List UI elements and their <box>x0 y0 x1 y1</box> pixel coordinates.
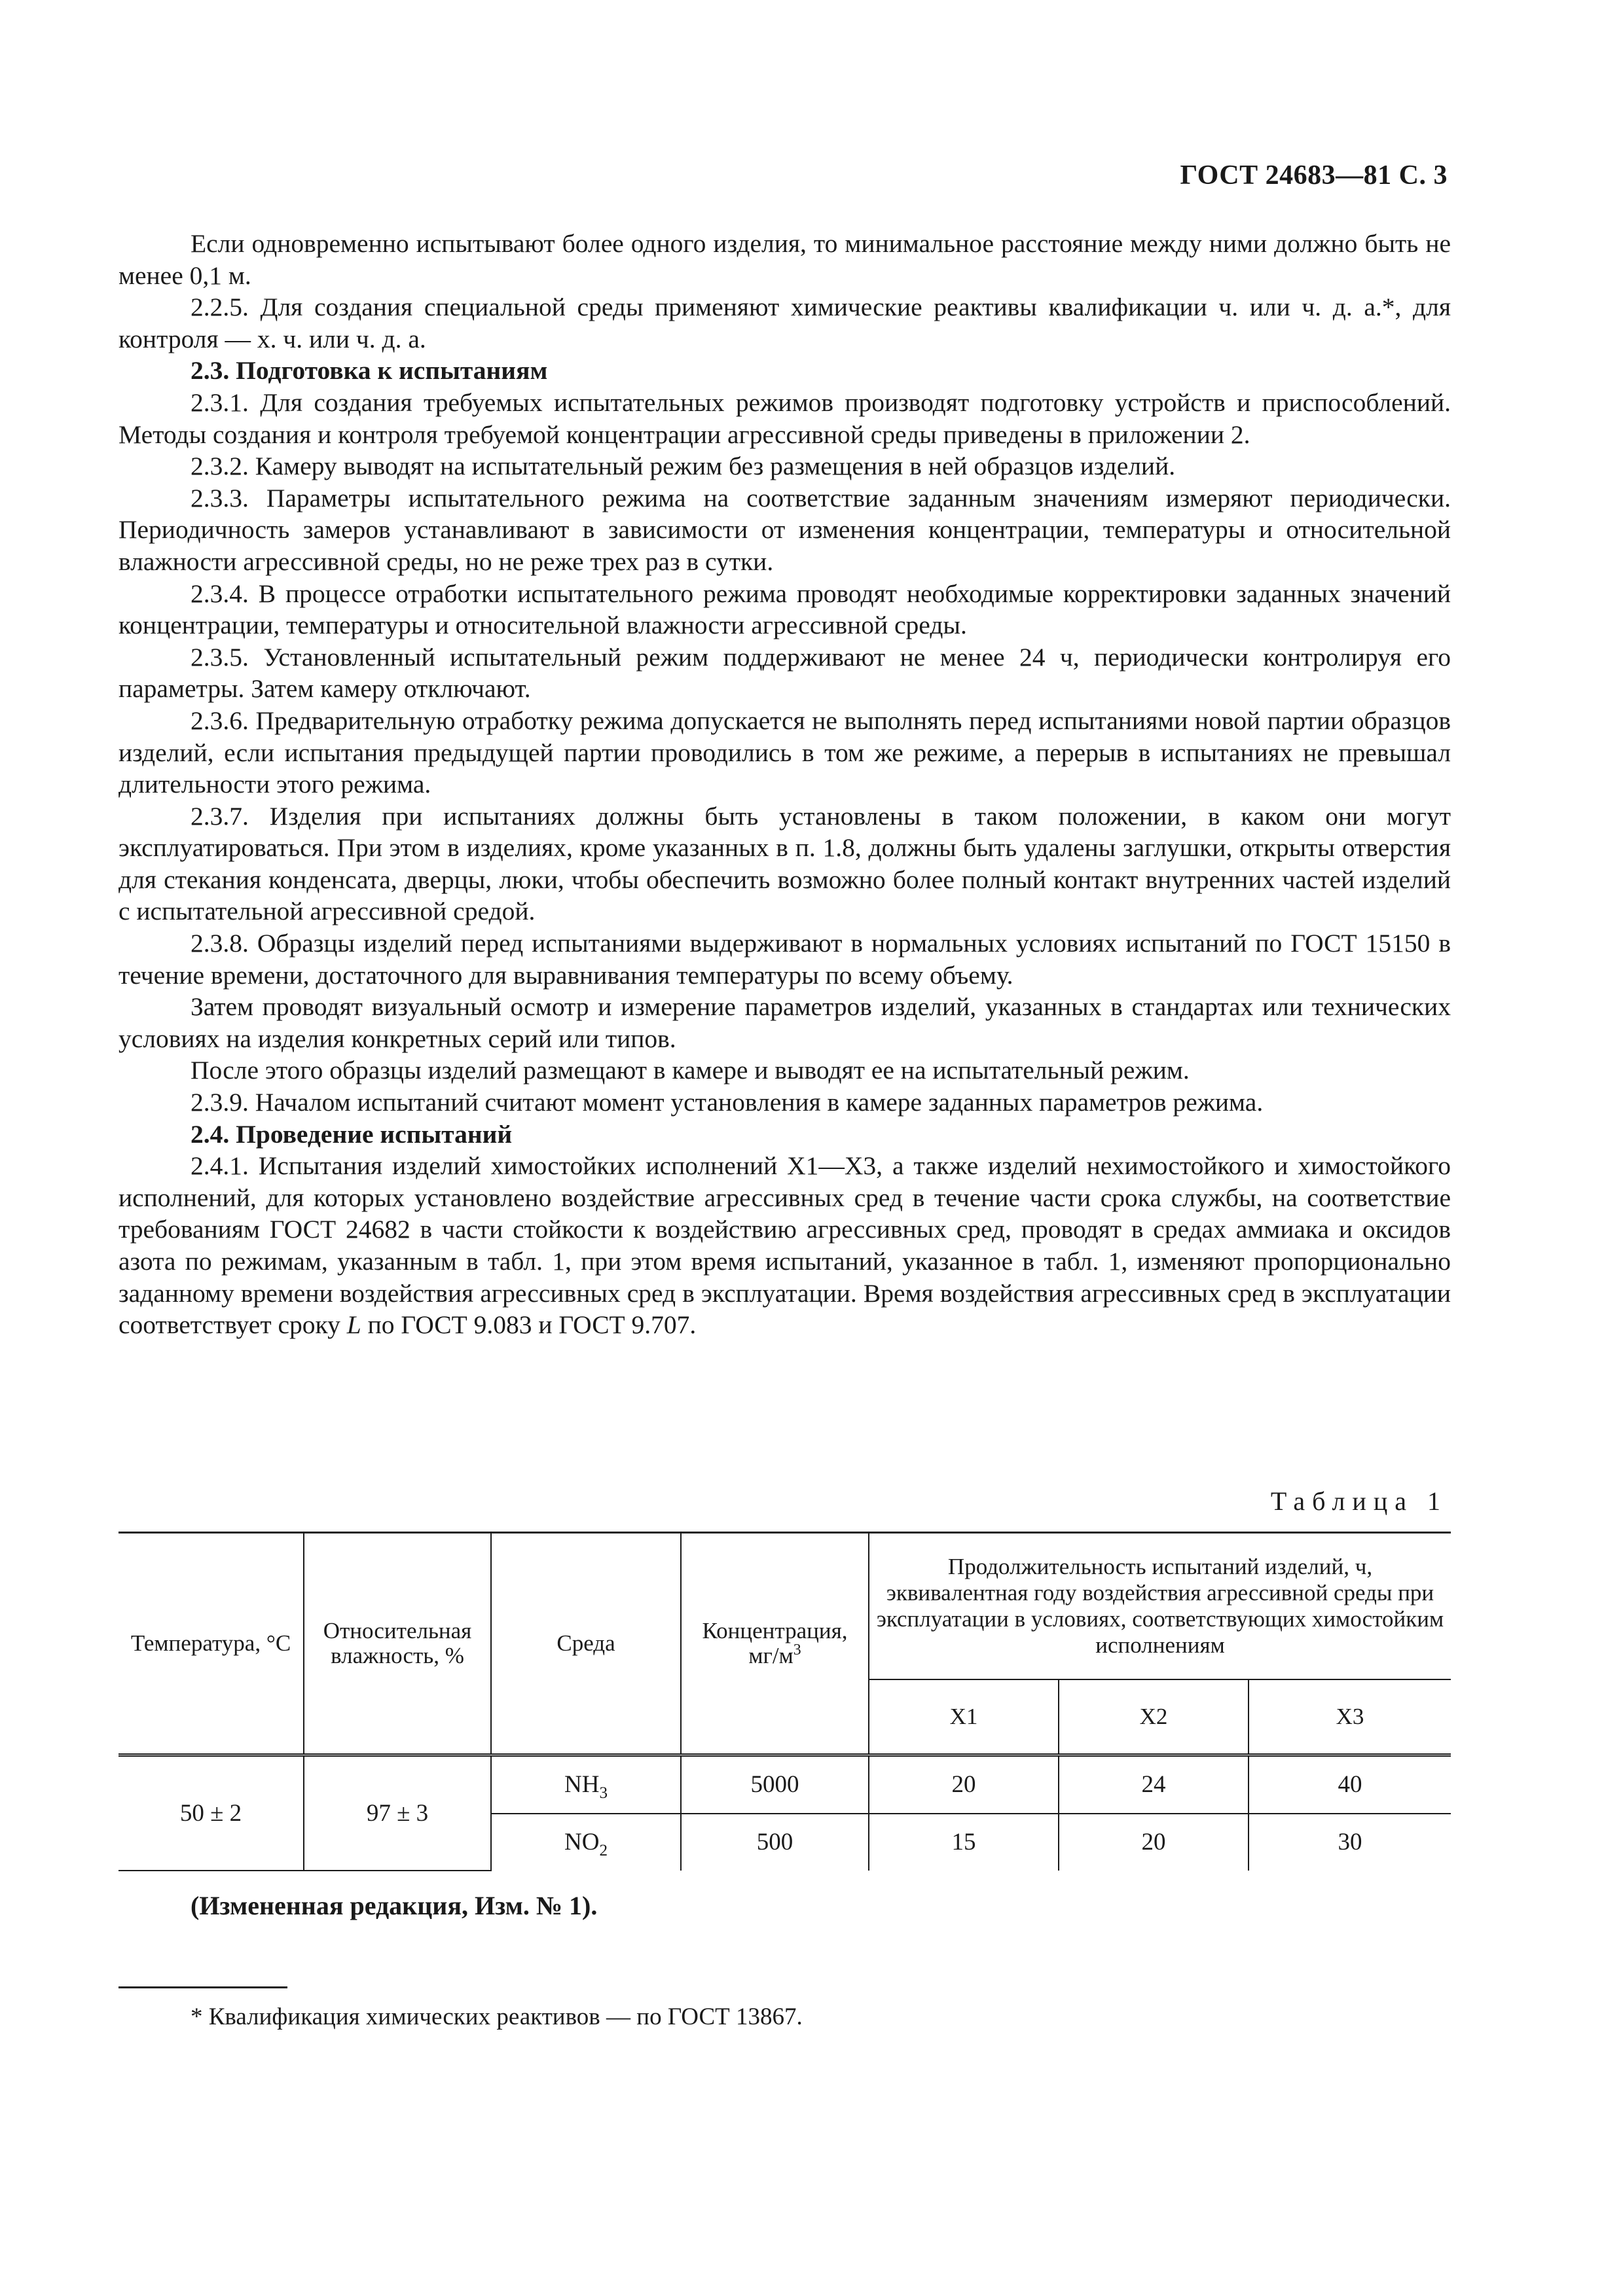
header-duration: Продолжительность испытаний изделий, ч, эквивалентная году воздействия агрессивной среды при эксплуатации в условиях, соответствующих химостойким исполнениям <box>869 1533 1451 1680</box>
cell-temperature: 50 ± 2 <box>119 1755 304 1871</box>
cell-concentration: 500 <box>681 1814 869 1871</box>
paragraph-2-4-1 <box>119 1150 1451 1341</box>
paragraph-2-4-1-symbol: L <box>346 1310 361 1340</box>
header-concentration <box>681 1533 869 1755</box>
header-temperature: Температура, °С <box>119 1533 304 1755</box>
paragraph-2-3-8: 2.3.8. Образцы изделий перед испытаниями выдерживают в нормальных условиях испытаний по ГОСТ 15150 в течение времени, достаточного для выравнивания температуры по всему объему. <box>119 929 1451 990</box>
cell-x2: 24 <box>1059 1755 1249 1814</box>
paragraph-2-2-5: 2.2.5. Для создания специальной среды применяют химические реактивы квалификации ч. или ч. д. а.*, для контроля — х. ч. или ч. д. а. <box>119 293 1451 353</box>
cell-medium-formula: NH <box>564 1771 600 1798</box>
cell-x3: 30 <box>1249 1814 1451 1871</box>
paragraph-2-3-4: 2.3.4. В процессе отработки испытательного режима проводят необходимые корректировки заданных значений концентрации, температуры и относительной влажности агрессивной среды. <box>119 579 1451 640</box>
paragraph-2-3-7: 2.3.7. Изделия при испытаниях должны быть установлены в таком положении, в каком они могут эксплуатироваться. При этом в изделиях, кроме указанных в п. 1.8, должны быть удалены заглушки, открыты отверстия для стекания конденсата, дверцы, люки, чтобы обеспечить возможно более полный контакт внутренних частей изделий с испытательной агрессивной средой. <box>119 801 1451 926</box>
paragraph-2-3-5: 2.3.5. Установленный испытательный режим поддерживают не менее 24 ч, периодически контролируя его параметры. Затем камеру отключают. <box>119 642 1451 704</box>
footnote-divider <box>119 1986 287 1988</box>
test-modes-table <box>119 1532 1451 1871</box>
cell-x1: 20 <box>869 1755 1059 1814</box>
cell-medium <box>491 1814 681 1871</box>
header-x3: Х3 <box>1249 1679 1451 1755</box>
cell-medium-formula: NO <box>564 1829 600 1856</box>
paragraph-2-3-9: 2.3.9. Началом испытаний считают момент установления в камере заданных параметров режима. <box>191 1088 1264 1117</box>
body-text <box>119 228 1451 1341</box>
page-header: ГОСТ 24683—81 С. 3 <box>1180 160 1448 190</box>
cell-humidity: 97 ± 3 <box>304 1755 491 1871</box>
paragraph-placement: После этого образцы изделий размещают в камере и выводят ее на испытательный режим. <box>191 1056 1190 1085</box>
paragraph-2-3-2: 2.3.2. Камеру выводят на испытательный режим без размещения в ней образцов изделий. <box>191 452 1176 481</box>
header-humidity: Относительная влажность, % <box>304 1533 491 1755</box>
paragraph-visual-inspection: Затем проводят визуальный осмотр и измерение параметров изделий, указанных в стандартах или технических условиях на изделия конкретных серий или типов. <box>119 992 1451 1053</box>
cell-medium-subscript: 2 <box>599 1841 608 1859</box>
cell-x3: 40 <box>1249 1755 1451 1814</box>
header-concentration-exponent: 3 <box>793 1641 801 1659</box>
header-medium: Среда <box>491 1533 681 1755</box>
edition-note: (Измененная редакция, Изм. № 1). <box>191 1891 598 1920</box>
header-concentration-label: Концентрация, мг/м <box>702 1618 848 1668</box>
paragraph-2-4-1-tail: по ГОСТ 9.083 и ГОСТ 9.707. <box>361 1310 697 1340</box>
section-heading-2-3: 2.3. Подготовка к испытаниям <box>191 356 548 386</box>
paragraph-2-3-3: 2.3.3. Параметры испытательного режима на соответствие заданным значениям измеряют периодически. Периодичность замеров устанавливают в зависимости от изменения концентрации, температуры и относительной влажности агрессивной среды, но не реже трех раз в сутки. <box>119 483 1451 576</box>
paragraph: Если одновременно испытывают более одного изделия, то минимальное расстояние между ними должно быть не менее 0,1 м. <box>119 229 1451 290</box>
cell-medium-subscript: 3 <box>599 1784 608 1802</box>
paragraph-2-3-6: 2.3.6. Предварительную отработку режима допускается не выполнять перед испытаниями новой партии образцов изделий, если испытания предыдущей партии проводились в том же режиме, а перерыв в испытаниях не превышал длительности этого режима. <box>119 706 1451 799</box>
table-caption: Таблица 1 <box>1270 1486 1448 1516</box>
footnote: * Квалификация химических реактивов — по ГОСТ 13867. <box>191 2003 803 2030</box>
cell-x1: 15 <box>869 1814 1059 1871</box>
header-x1: Х1 <box>869 1679 1059 1755</box>
cell-x2: 20 <box>1059 1814 1249 1871</box>
header-x2: Х2 <box>1059 1679 1249 1755</box>
cell-medium <box>491 1755 681 1814</box>
table-row <box>119 1755 1451 1814</box>
paragraph-2-3-1: 2.3.1. Для создания требуемых испытательных режимов производят подготовку устройств и приспособлений. Методы создания и контроля требуемой концентрации агрессивной среды приведены в приложении 2. <box>119 387 1451 449</box>
paragraph-2-4-1-text: 2.4.1. Испытания изделий химостойких исполнений Х1—Х3, а также изделий нехимостойкого и химостойкого исполнений, для которых установлено воздействие агрессивных сред в течение части срока службы, на соответствие требованиям ГОСТ 24682 в части стойкости к воздействию агрессивных сред, проводят в средах аммиака и оксидов азота по режимам, указанным в табл. 1, при этом время испытаний, указанное в табл. 1, изменяют пропорционально заданному времени воздействия агрессивных сред в эксплуатации. Время воздействия агрессивных сред в эксплуатации соответствует сроку <box>119 1151 1451 1340</box>
cell-concentration: 5000 <box>681 1755 869 1814</box>
section-heading-2-4: 2.4. Проведение испытаний <box>191 1119 513 1149</box>
